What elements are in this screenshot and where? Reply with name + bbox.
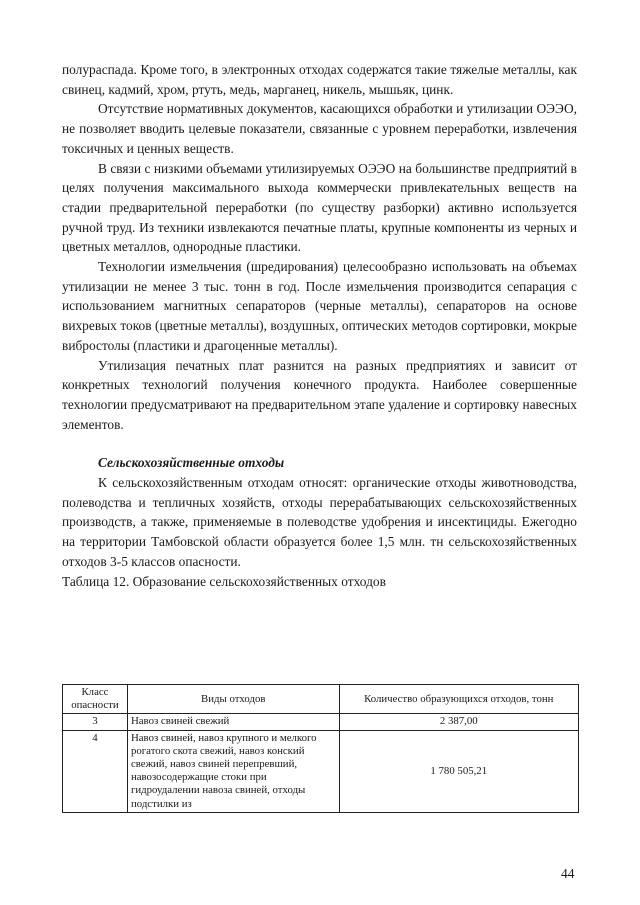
paragraph-continuation: полураспада. Кроме того, в электронных отходах содержатся такие тяжелые металлы, как свинец, кадмий, хром, ртуть, медь, марганец, никель, мышьяк, цинк.: [62, 62, 577, 97]
header-waste-type: Виды отходов: [127, 685, 339, 714]
cell-waste-type: Навоз свиней свежий: [127, 714, 339, 730]
waste-table: [62, 684, 579, 813]
cell-waste-amount: 1 780 505,21: [339, 730, 578, 812]
cell-hazard-class: 4: [63, 730, 128, 812]
cell-hazard-class: 3: [63, 714, 128, 730]
paragraph-pcb-recycling: Утилизация печатных плат разнится на разных предприятиях и зависит от конкретных технологий получения конечного продукта. Наиболее совершенные технологии предусматривают на предварительном этапе удаление и сортировку навесных элементов.: [62, 357, 577, 432]
section-heading: Сельскохозяйственные отходы: [98, 455, 285, 471]
header-waste-amount: Количество образующихся отходов, тонн: [339, 685, 578, 714]
table-caption: Таблица 12. Образование сельскохозяйственных отходов: [62, 573, 386, 589]
header-hazard-class: Класс опасности: [63, 685, 128, 714]
cell-waste-amount: 2 387,00: [339, 714, 578, 730]
page-number: 44: [561, 866, 575, 881]
table-row: [63, 730, 579, 812]
paragraph-shredding: Технологии измельчения (шредирования) целесообразно использовать на объемах утилизации не менее 3 тыс. тонн в год. После измельчения производится сепарация с использованием магнитных сепараторов (черные металлы), сепараторов на основе вихревых токов (цветные металлы), воздушных, оптических методов сортировки, мокрые вибростолы (пластики и драгоценные металлы).: [62, 259, 577, 353]
table-header-row: [63, 685, 579, 714]
page-body: [62, 60, 577, 591]
paragraph-manual-labor: В связи с низкими объемами утилизируемых ОЭЭО на большинстве предприятий в целях получения максимального выхода коммерчески привлекательных веществ на стадии предварительной переработки (по существу разборки) активно используется ручной труд. Из техники извлекаются печатные платы, крупные компоненты из черных и цветных металлов, однородные пластики.: [62, 160, 577, 255]
cell-waste-type: Навоз свиней, навоз крупного и мелкого рогатого скота свежий, навоз конский свежий, навоз свиней перепревший, навозосодержащие стоки при гидроудалении навоза свиней, отходы подстилки из: [127, 730, 339, 812]
table-row: [63, 714, 579, 730]
paragraph-regulation: Отсутствие нормативных документов, касающихся обработки и утилизации ОЭЭО, не позволяет вводить целевые показатели, связанные с уровнем переработки, извлечения токсичных и ценных веществ.: [62, 101, 577, 156]
paragraph-agricultural-waste: К сельскохозяйственным отходам относят: органические отходы животноводства, полеводства и тепличных хозяйств, отходы перерабатывающих сельскохозяйственных производств, а также, применяемые в полеводстве удобрения и инсектициды. Ежегодно на территории Тамбовской области образуется более 1,5 млн. тн сельскохозяйственных отходов 3-5 классов опасности.: [62, 475, 577, 569]
